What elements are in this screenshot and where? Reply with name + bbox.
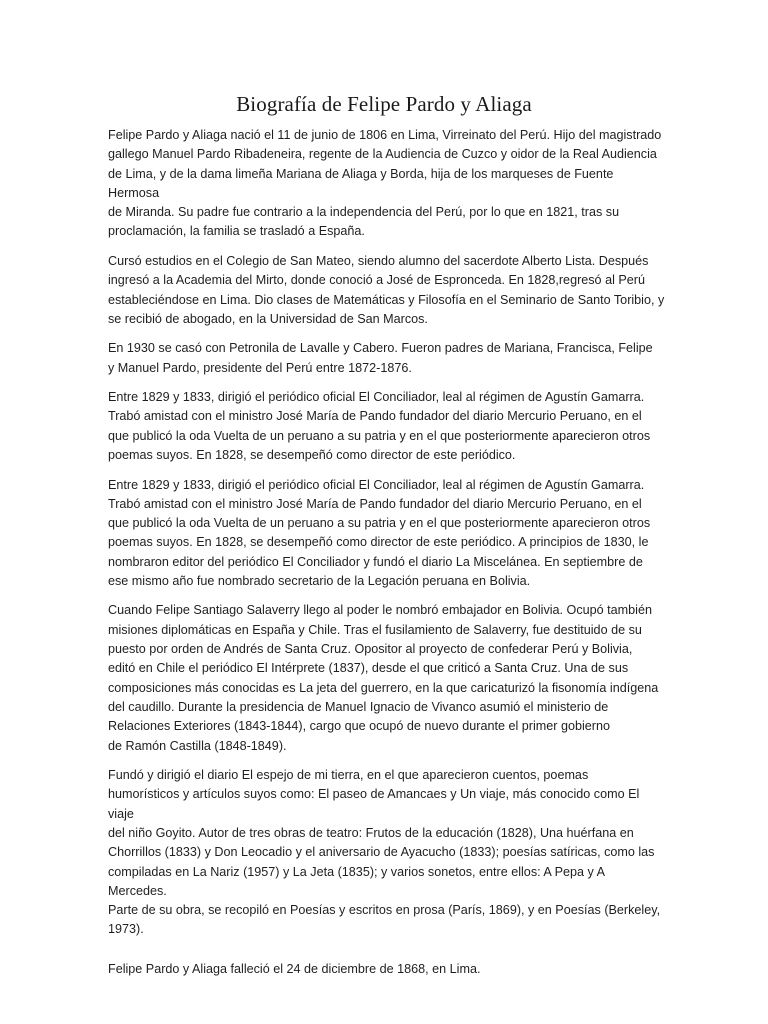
paragraph-death: Felipe Pardo y Aliaga falleció el 24 de diciembre de 1868, en Lima.: [108, 961, 481, 976]
paragraph-works: Fundó y dirigió el diario El espejo de mi tierra, en el que aparecieron cuentos, poemas humorísticos y artículos suyos como: El paseo de Amancaes y Un viaje, más conocido como El viaje del niño Goyito. Autor de tres obras de teatro: Frutos de la educación (1828), Una huérfana en Chorrillos (1833) y Don Leocadio y el aniversario de Ayacucho (1833); poesías satíricas, como las compiladas en La Nariz (1957) y La Jeta (1835); y varios sonetos, entre ellos: A Pepa y A Mercedes. Parte de su obra, se recopiló en Poesías y escritos en prosa (París, 1869), y en Poesías (Berkeley, 1973).: [108, 768, 661, 937]
paragraph-early-life: Felipe Pardo y Aliaga nació el 11 de junio de 1806 en Lima, Virreinato del Perú. Hijo del magistrado gallego Manuel Pardo Ribadeneira, regente de la Audiencia de Cuzco y oidor de la Real Audiencia de Lima, y de la dama limeña Mariana de Aliaga y Borda, hija de los marqueses de Fuente Hermosa de Miranda. Su padre fue contrario a la independencia del Perú, por lo que en 1821, tras su proclamación, la familia se trasladó a España.: [108, 128, 662, 239]
paragraph-education: Cursó estudios en el Colegio de San Mateo, siendo alumno del sacerdote Alberto Lista. Después ingresó a la Academia del Mirto, donde conoció a José de Espronceda. En 1828,regresó al Perú estableciéndose en Lima. Dio clases de Matemáticas y Filosofía en el Seminario de Santo Toribio, y se recibió de abogado, en la Universidad de San Marcos.: [108, 253, 665, 326]
document-body: [108, 126, 666, 989]
paragraph-conciliador: Entre 1829 y 1833, dirigió el periódico oficial El Conciliador, leal al régimen de Agustín Gamarra. Trabó amistad con el ministro José María de Pando fundador del diario Mercurio Peruano, en el que publicó la oda Vuelta de un peruano a su patria y en el que posteriormente aparecieron otros poemas suyos. En 1828, se desempeñó como director de este periódico.: [108, 390, 651, 463]
paragraph-marriage: En 1930 se casó con Petronila de Lavalle y Cabero. Fueron padres de Mariana, Francisca, Felipe y Manuel Pardo, presidente del Perú entre 1872-1876.: [108, 341, 653, 375]
paragraph-diplomacy: Cuando Felipe Santiago Salaverry llego al poder le nombró embajador en Bolivia. Ocupó también misiones diplomáticas en España y Chile. Tras el fusilamiento de Salaverry, fue destituido de su puesto por orden de Andrés de Santa Cruz. Opositor al proyecto de confederar Perú y Bolivia, editó en Chile el periódico El Intérprete (1837), desde el que criticó a Santa Cruz. Una de sus composiciones más conocidas es La jeta del guerrero, en la que caricaturizó la fisonomía indígena del caudillo. Durante la presidencia de Manuel Ignacio de Vivanco asumió el ministerio de Relaciones Exteriores (1843-1844), cargo que ocupó de nuevo durante el primer gobierno de Ramón Castilla (1848-1849).: [108, 603, 659, 753]
page-title: Biografía de Felipe Pardo y Aliaga: [236, 92, 532, 116]
paragraph-conciliador-extended: Entre 1829 y 1833, dirigió el periódico oficial El Conciliador, leal al régimen de Agustín Gamarra. Trabó amistad con el ministro José María de Pando fundador del diario Mercurio Peruano, en el que publicó la oda Vuelta de un peruano a su patria y en el que posteriormente aparecieron otros poemas suyos. En 1828, se desempeñó como director de este periódico. A principios de 1830, le nombraron editor del periódico El Conciliador y fundó el diario La Miscelánea. En septiembre de ese mismo año fue nombrado secretario de la Legación peruana en Bolivia.: [108, 477, 651, 588]
